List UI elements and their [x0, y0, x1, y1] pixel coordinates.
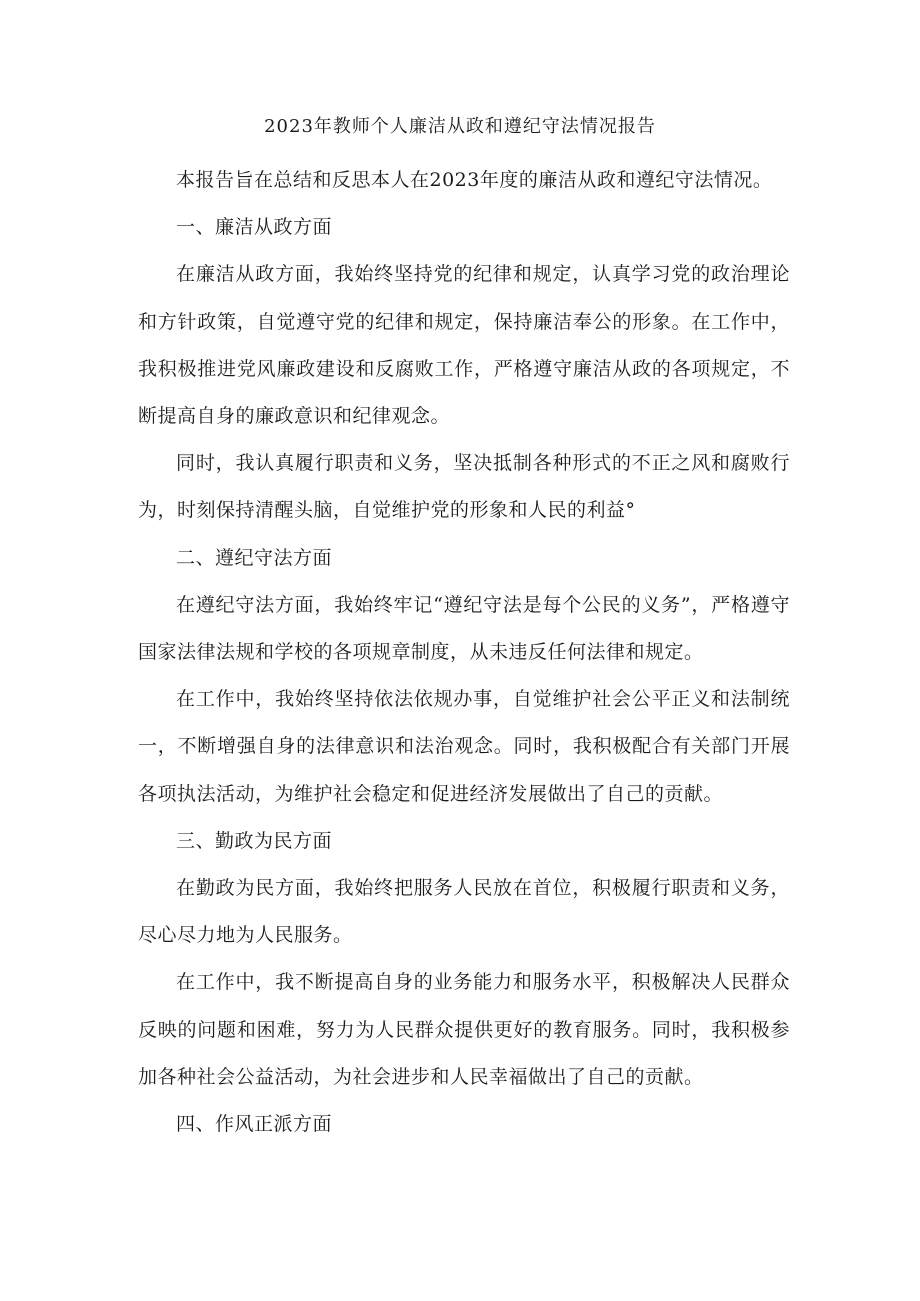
section-heading: 一、廉洁从政方面	[176, 216, 333, 239]
section-paragraph: 在工作中，我不断提高自身的业务能力和服务水平，积极解决人民群众反映的问题和困难，努力为人民群众提供更好的教育服务。同时，我积极参加各种社会公益活动，为社会进步和人民幸福做出了自己的贡献。	[138, 971, 790, 1088]
section-paragraph: 在廉洁从政方面，我始终坚持党的纪律和规定，认真学习党的政治理论和方针政策，自觉遵守党的纪律和规定，保持廉洁奉公的形象。在工作中，我积极推进党风廉政建设和反腐败工作，严格遵守廉洁从政的各项规定，不断提高自身的廉政意识和纪律观念。	[138, 263, 790, 428]
document-title: 2023年教师个人廉洁从政和遵纪守法情况报告	[264, 116, 656, 137]
section-paragraph: 在遵纪守法方面，我始终牢记“遵纪守法是每个公民的义务”，严格遵守国家法律法规和学校的各项规章制度，从未违反任何法律和规定。	[138, 593, 790, 664]
intro-paragraph: 本报告旨在总结和反思本人在2023年度的廉洁从政和遵纪守法情况。	[176, 169, 773, 191]
section-paragraph: 同时，我认真履行职责和义务，坚决抵制各种形式的不正之风和腐败行为，时刻保持清醒头脑，自觉维护党的形象和人民的利益°	[138, 452, 790, 522]
section-heading: 二、遵纪守法方面	[176, 546, 333, 569]
section-paragraph: 在工作中，我始终坚持依法依规办事，自觉维护社会公平正义和法制统一，不断增强自身的法律意识和法治观念。同时，我积极配合有关部门开展各项执法活动，为维护社会稳定和促进经济发展做出了自己的贡献。	[138, 688, 790, 805]
section-heading: 四、作风正派方面	[176, 1113, 333, 1136]
section-paragraph: 在勤政为民方面，我始终把服务人民放在首位，积极履行职责和义务，尽心尽力地为人民服务。	[138, 877, 790, 947]
section-heading: 三、勤政为民方面	[176, 829, 333, 852]
document-body	[138, 157, 790, 1148]
